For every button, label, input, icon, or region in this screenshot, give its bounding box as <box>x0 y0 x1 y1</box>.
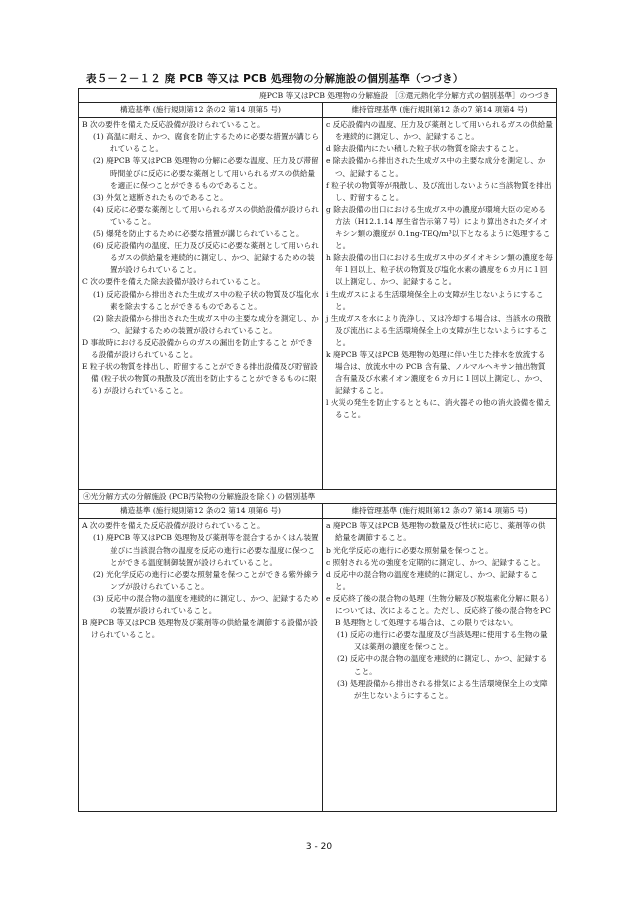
list-item: (2) 廃PCB 等又はPCB 処理物の分解に必要な温度、圧力及び滞留時間並びに反応に必要な薬剤として用いられるガスの供給量を適正に保つことができるものであること。 <box>93 156 319 190</box>
table-title: 表５－２－１２ 廃 PCB 等又は PCB 処理物の分解施設の個別基準（つづき） <box>86 73 464 85</box>
list-item: (2) 反応中の混合物の温度を連続的に測定し、かつ、記録すること。 <box>337 654 548 676</box>
list-item: E 粒子状の物質を排出し、貯留することができる排出設備及び貯留設備 (粒子状の物質の飛散及び流出を防止することができるものに限る) が設けられていること。 <box>82 362 318 396</box>
list-item: (1) 高温に耐え、かつ、腐食を防止するために必要な措置が講じられていること。 <box>93 132 319 154</box>
list-item: (4) 反応に必要な薬剤として用いられるガスの供給設備が設けられていること。 <box>93 204 319 226</box>
section1-structure-cell <box>79 118 323 490</box>
list-item: (2) 光化学反応の進行に必要な照射量を保つことができる紫外線ランプが設けられていること。 <box>93 569 319 591</box>
list-item: (3) 反応中の混合物の温度を連続的に測定し、かつ、記録するための装置が設けられていること。 <box>93 593 319 616</box>
section1-heading: 廃PCB 等又はPCB 処理物の分解施設 ［③還元熱化学分解方式の個別基準］のつづき <box>79 89 557 103</box>
list-item: k 廃PCB 等又はPCB 処理物の処理に伴い生じた排水を放流する場合は、放流水中の PCB 含有量、ノルマルヘキサン抽出物質含有量及び水素イオン濃度を６カ月に１回以上測定し、かつ、記録すること。 <box>326 349 548 396</box>
list-item: (1) 反応の進行に必要な温度及び当該処理に使用する生物の量又は薬剤の濃度を保つこと。 <box>337 630 548 652</box>
list-item: c 照射される光の強度を定期的に測定し、かつ、記録すること。 <box>326 557 545 567</box>
list-item: e 反応終了後の混合物の処理（生物分解及び脱塩素化分解に限る）については、次によること。ただし、反応終了後の混合物をPCB 処理物として処理する場合は、この限りではない。 <box>326 593 551 628</box>
standards-table <box>78 88 557 812</box>
section1-maintenance-cell <box>323 118 557 490</box>
list-item: f 粒子状の物質等が飛散し、及び流出しないように当該物質を排出し、貯留すること。 <box>326 180 552 202</box>
list-item: j 生成ガスを水により洗浄し、又は冷却する場合は、当該水の飛散及び流出による生活環境保全上の支障が生じないようにすること。 <box>326 313 551 347</box>
list-item: g 除去設備の出口における生成ガス中の濃度が環境大臣の定める方法（H12.1.14 厚生省告示第７号）により算出されたダイオキシン類の濃度が 0.1ng-TEQ/m³以下となるように処理すること。 <box>326 204 551 251</box>
section1-structure-header: 構造基準 (施行規則第12 条の2 第14 項第5 号) <box>79 103 323 118</box>
list-item: d 除去設備内にたい積した粒子状の物質を除去すること。 <box>326 144 524 154</box>
list-item: B 次の要件を備えた反応設備が設けられていること。 <box>82 120 265 130</box>
list-item: e 除去設備から排出された生成ガス中の主要な成分を測定し、かつ、記録すること。 <box>326 156 546 178</box>
list-item: i 生成ガスによる生活環境保全上の支障が生じないようにすること。 <box>326 289 544 311</box>
list-item: l 火災の発生を防止するとともに、消火器その他の消火設備を備えること。 <box>326 398 552 420</box>
section2-heading: ④光分解方式の分解施設 (PCB汚染物の分解施設を除く) の個別基準 <box>79 490 557 504</box>
list-item: C 次の要件を備えた除去設備が設けられていること。 <box>82 277 265 287</box>
section2-maintenance-cell <box>323 519 557 812</box>
list-item: A 次の要件を備えた反応設備が設けられていること。 <box>82 521 265 531</box>
list-item: (5) 爆発を防止するために必要な措置が講じられていること。 <box>93 229 304 239</box>
section2-maintenance-header: 維持管理基準 (施行規則第12 条の7 第14 項第5 号) <box>323 504 557 519</box>
list-item: B 廃PCB 等又はPCB 処理物及び薬剤等の供給量を調節する設備が設けられていること。 <box>82 618 318 640</box>
list-item: d 反応中の混合物の温度を連続的に測定し、かつ、記録すること。 <box>326 569 538 591</box>
section2-structure-cell <box>79 519 323 812</box>
list-item: c 反応設備内の温度、圧力及び薬剤として用いられるガスの供給量を連続的に測定し、かつ、記録すること。 <box>326 120 553 142</box>
section2-structure-header: 構造基準 (施行規則第12 条の2 第14 項第6 号) <box>79 504 323 519</box>
list-item: (6) 反応設備内の温度、圧力及び反応に必要な薬剤として用いられるガスの供給量を連続的に測定し、かつ、記録するための装置が設けられていること。 <box>93 241 319 275</box>
list-item: (3) 処理設備から排出される排気による生活環境保全上の支障が生じないようにすること。 <box>337 678 548 700</box>
list-item: h 除去設備の出口における生成ガス中のダイオキシン類の濃度を毎年１回以上、粒子状の物質及び塩化水素の濃度を６カ月に１回以上測定し、かつ、記録すること。 <box>326 253 553 287</box>
page-number: 3 - 20 <box>305 842 333 852</box>
list-item: (2) 除去設備から排出された生成ガス中の主要な成分を測定し、かつ、記録するための装置が設けられていること。 <box>93 313 319 335</box>
section1-maintenance-header: 維持管理基準 (施行規則第12 条の7 第14 項第4 号) <box>323 103 557 118</box>
list-item: (1) 反応設備から排出された生成ガス中の粒子状の物質及び塩化水素を除去することができるものであること。 <box>93 289 319 311</box>
list-item: (3) 外気と遮断されたものであること。 <box>93 192 228 202</box>
list-item: D 事故時における反応設備からのガスの漏出を防止すること ができる設備が設けられていること。 <box>82 337 314 359</box>
list-item: a 廃PCB 等又はPCB 処理物の数量及び性状に応じ、薬剤等の供給量を調節すること。 <box>326 521 546 543</box>
list-item: b 光化学反応の進行に必要な照射量を保つこと。 <box>326 545 493 555</box>
list-item: (1) 廃PCB 等又はPCB 処理物及び薬剤等を混合するかくはん装置並びに当該混合物の温度を反応の進行に必要な温度に保つことができる温度制御装置が設けられていること。 <box>93 533 319 567</box>
